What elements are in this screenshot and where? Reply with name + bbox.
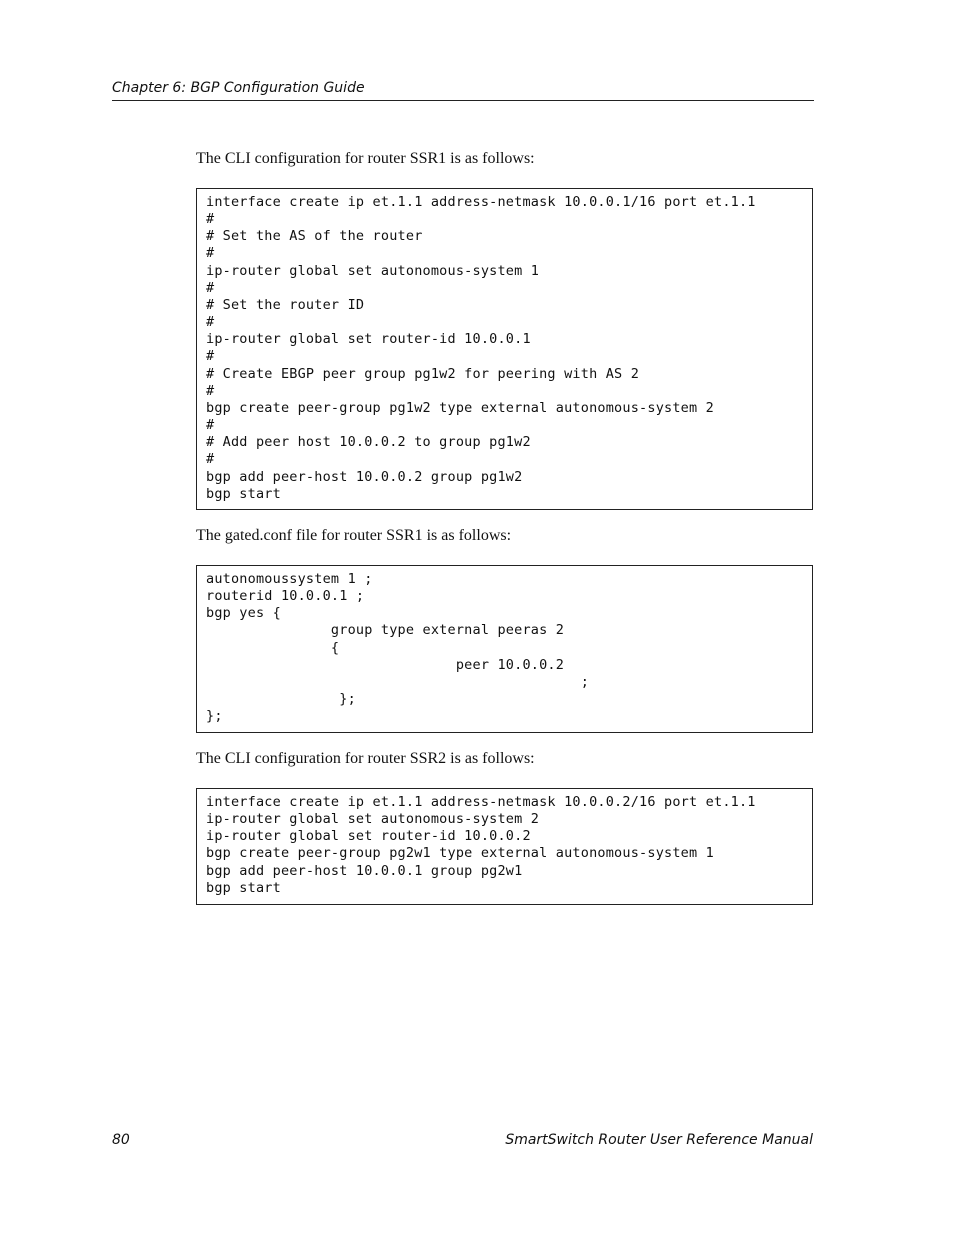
ssr1-cli-code-block <box>196 188 813 510</box>
ssr1-cli-code: interface create ip et.1.1 address-netmask 10.0.0.1/16 port et.1.1 # # Set the AS of the router # ip-router global set autonomous-system 1 # # Set the router ID # ip-router global set router-id 10.0.0.1 # # Create EBGP peer group pg1w2 for peering with AS 2 # bgp create peer-group pg1w2 type external autonomous-system 2 # # Add peer host 10.0.0.2 to group pg1w2 # bgp add peer-host 10.0.0.2 group pg1w2 bgp start <box>206 194 756 502</box>
ssr2-cli-code-block <box>196 788 813 905</box>
ssr1-gated-code: autonomoussystem 1 ; routerid 10.0.0.1 ; bgp yes { group type external peeras 2 { peer 10.0.0.2 ; }; }; <box>206 571 590 725</box>
running-header <box>112 78 814 101</box>
ssr2-cli-code: interface create ip et.1.1 address-netmask 10.0.0.2/16 port et.1.1 ip-router global set autonomous-system 2 ip-router global set router-id 10.0.0.2 bgp create peer-group pg2w1 type external autonomous-system 1 bgp add peer-host 10.0.0.1 group pg2w1 bgp start <box>206 794 756 896</box>
manual-title: SmartSwitch Router User Reference Manual <box>505 1132 813 1148</box>
ssr1-gated-code-block <box>196 565 813 733</box>
page-number: 80 <box>112 1132 130 1148</box>
ssr2-cli-intro: The CLI configuration for router SSR2 is as follows: <box>196 750 535 767</box>
ssr1-cli-intro: The CLI configuration for router SSR1 is as follows: <box>196 150 535 167</box>
ssr1-gated-intro: The gated.conf file for router SSR1 is as follows: <box>196 527 512 544</box>
chapter-title: Chapter 6: BGP Configuration Guide <box>112 80 365 96</box>
